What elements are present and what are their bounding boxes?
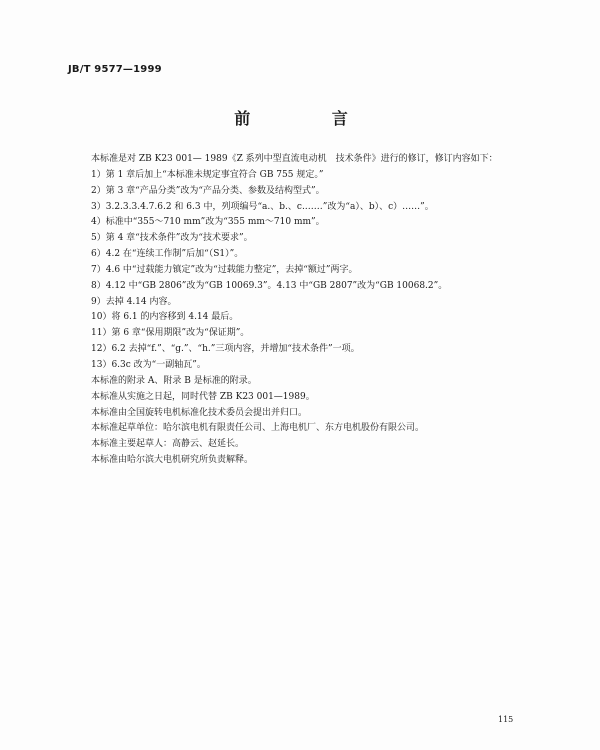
page-title: 前 言	[234, 109, 386, 128]
paragraph: 本标准是对 ZB K23 001— 1989《Z 系列中型直流电动机 技术条件》进行的修订，修订内容如下：	[91, 154, 498, 164]
revision-item: 1）第 1 章后加上“本标准未规定事宜符合 GB 755 规定。”	[91, 169, 324, 180]
revision-item: 6）4.2 在“连续工作制”后加“（S1）”。	[91, 249, 244, 260]
revision-item: 13）6.3c 改为“一副轴瓦”。	[91, 359, 206, 370]
revision-item: 4）标准中“355～710 mm”改为“355 mm～710 mm”。	[91, 217, 325, 228]
paragraph: 本标准由哈尔滨大电机研究所负责解释。	[91, 455, 254, 466]
revision-item: 8）4.12 中“GB 2806”改为“GB 10069.3”。4.13 中“GB 2807”改为“GB 10068.2”。	[91, 280, 448, 291]
paragraph: 本标准从实施之日起，同时代替 ZB K23 001—1989。	[91, 391, 315, 402]
paragraph: 本标准起草单位：哈尔滨电机有限责任公司、上海电机厂、东方电机股份有限公司。	[91, 423, 425, 434]
paragraph: 本标准主要起草人：高静云、赵延长。	[91, 439, 245, 450]
revision-item: 11）第 6 章“保用期限”改为“保证期”。	[91, 328, 250, 339]
paragraph: 本标准由全国旋转电机标准化技术委员会提出并归口。	[91, 407, 308, 418]
paragraph: 本标准的附录 A、附录 B 是标准的附录。	[91, 375, 257, 386]
revision-item: 12）6.2 去掉“f.”、“g.”、“h.”三项内容，并增加“技术条件”一项。	[91, 344, 360, 355]
revision-item: 7）4.6 中“过载能力镇定”改为“过载能力整定”，去掉“额过”两字。	[91, 264, 358, 275]
revision-item: 9）去掉 4.14 内容。	[91, 296, 177, 307]
revision-item: 2）第 3 章“产品分类”改为“产品分类、参数及结构型式”。	[91, 185, 325, 196]
revision-item: 10）将 6.1 的内容移到 4.14 最后。	[91, 312, 239, 323]
page-number: 115	[498, 715, 514, 724]
revision-item: 3）3.2.3.3.4.7.6.2 和 6.3 中，列项编号“a.、b.、c.……”改为“a）、b）、c）……”。	[91, 201, 434, 212]
revision-item: 5）第 4 章“技术条件”改为“技术要求”。	[91, 233, 253, 244]
standard-code: JB/T 9577—1999	[68, 64, 162, 75]
foreword-body	[91, 152, 561, 469]
